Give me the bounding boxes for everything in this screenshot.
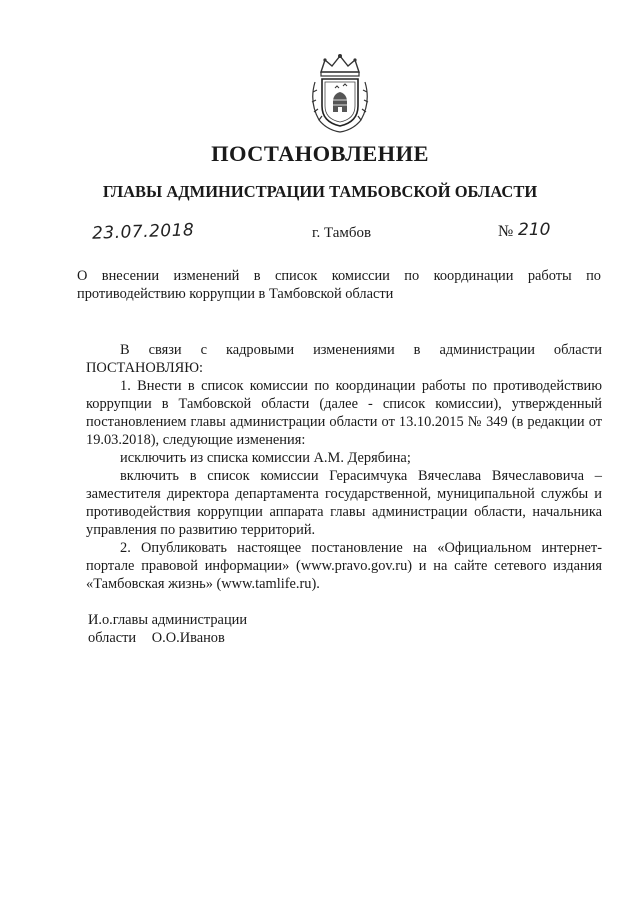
document-date: 23.07.2018 xyxy=(91,220,195,244)
document-subtitle: ГЛАВЫ АДМИНИСТРАЦИИ ТАМБОВСКОЙ ОБЛАСТИ xyxy=(102,182,538,201)
document-meta xyxy=(0,222,640,250)
signature-person: О.О.Иванов xyxy=(151,630,225,646)
signature-role: И.о.главы администрации xyxy=(88,612,248,628)
body-decree-word: ПОСТАНОВЛЯЮ: xyxy=(86,360,204,376)
document-title: ПОСТАНОВЛЕНИЕ xyxy=(211,141,429,166)
document-number-label: № xyxy=(498,223,514,240)
body-paragraph-1: 1. Внести в список комиссии по координации работы по противодействию коррупции в Тамбовской области (далее - список комиссии), утвержденный постановлением главы администрации области от 13.10.2015 № 349 (в редакции от 19.03.2018), следующие изменения: xyxy=(86,378,602,448)
body-paragraph-exclude: исключить из списка комиссии А.М. Дерябина; xyxy=(120,450,411,466)
body-paragraph-include: включить в список комиссии Герасимчука Вячеслава Вячеславовича – заместителя директора департамента государственной, муниципальной службы и противодействия коррупции аппарата главы администрации области, начальника управления по развитию территорий. xyxy=(86,468,602,538)
body-paragraph-2: 2. Опубликовать настоящее постановление на «Официальном интернет-портале правовой информации» (www.pravo.gov.ru) и на сайте сетевого издания «Тамбовская жизнь» (www.tamlife.ru). xyxy=(86,540,602,592)
document-city: г. Тамбов xyxy=(312,225,372,241)
tambov-coat-of-arms-icon xyxy=(307,52,373,134)
signature-block xyxy=(88,611,247,647)
body-paragraph-intro: В связи с кадровыми изменениями в администрации области xyxy=(120,342,602,358)
document-subject: О внесении изменений в список комиссии по координации работы по противодействию коррупции в Тамбовской области xyxy=(77,268,601,302)
document-number: 210 xyxy=(518,220,551,240)
document-body xyxy=(86,341,602,593)
signature-org: области xyxy=(88,630,137,646)
